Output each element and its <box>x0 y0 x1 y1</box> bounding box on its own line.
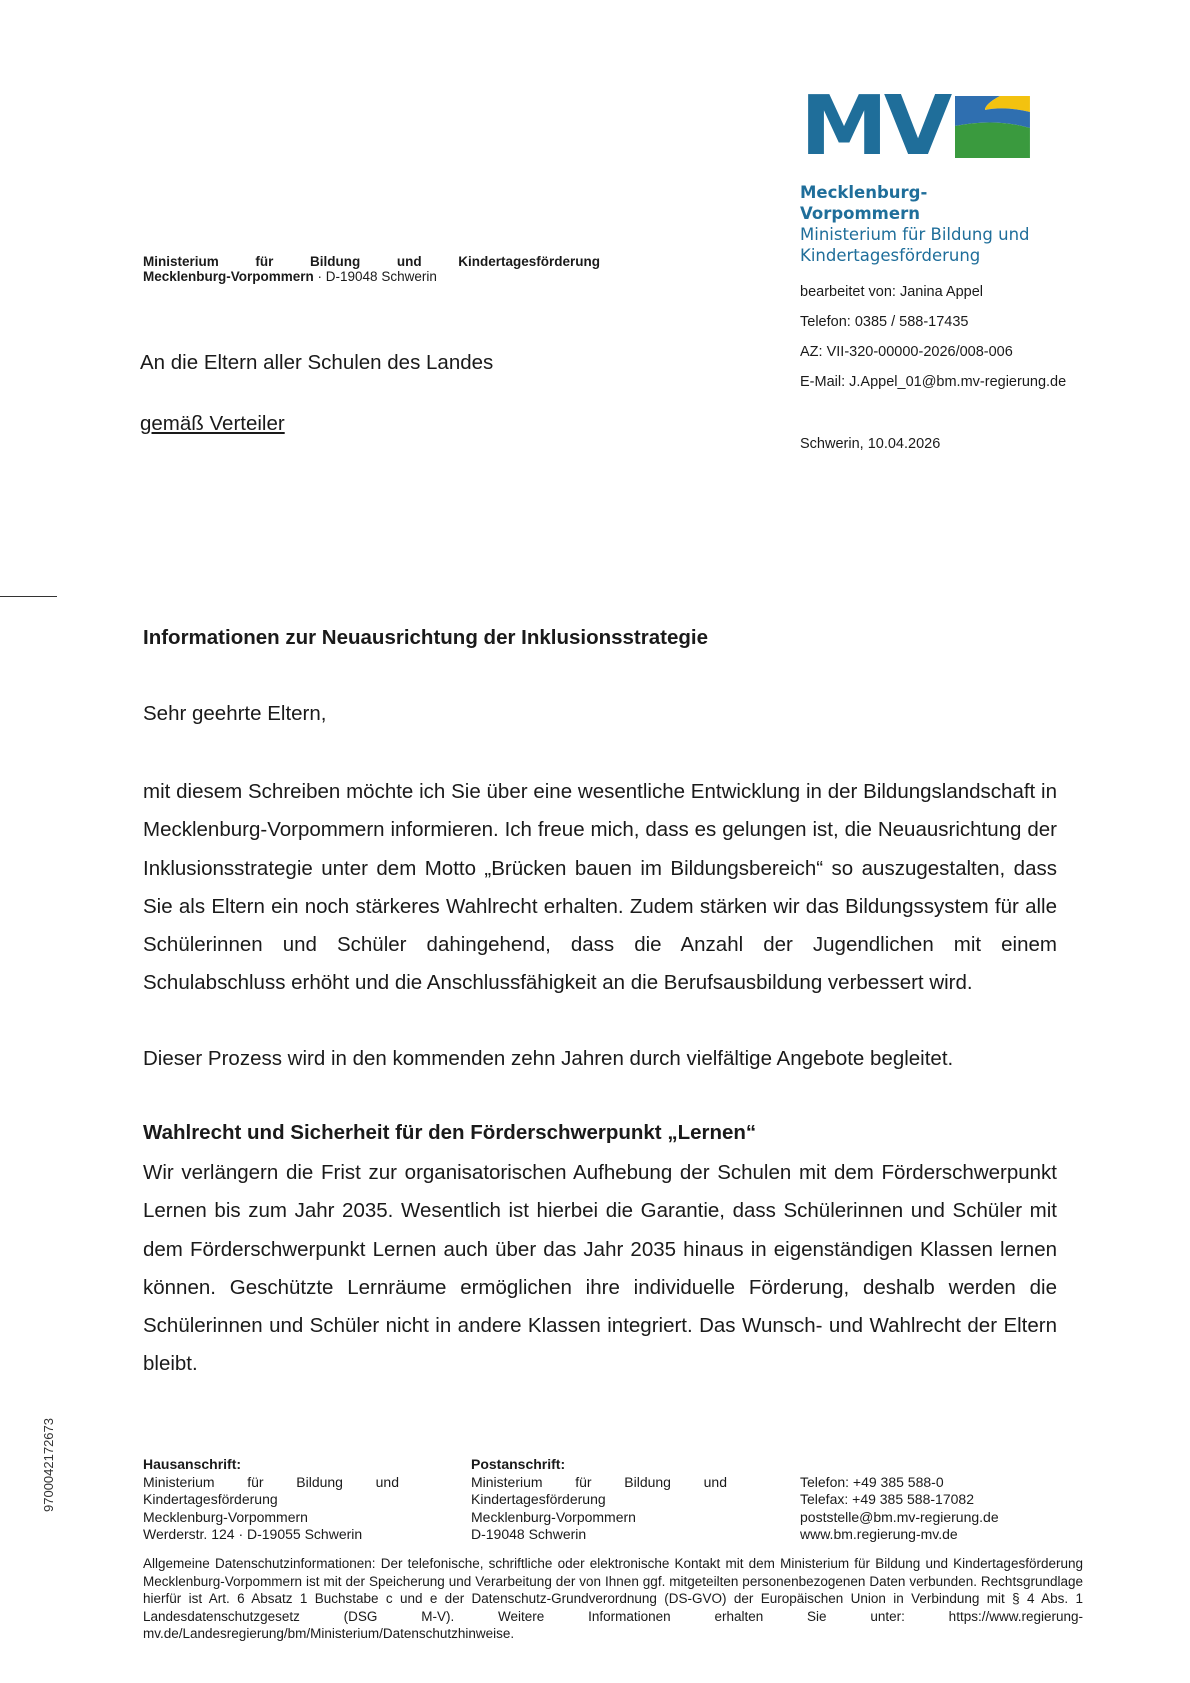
return-address-line: Mecklenburg-Vorpommern · D-19048 Schwerin <box>143 269 437 284</box>
footer-house-address <box>143 1456 399 1544</box>
logo-ministry-line: Kindertagesförderung <box>800 246 981 265</box>
paragraph: Dieser Prozess wird in den kommenden zehn Jahren durch vielfältige Angebote begleitet. <box>143 1047 954 1070</box>
letter-date: Schwerin, 10.04.2026 <box>800 436 941 452</box>
footer-line: Mecklenburg-Vorpommern <box>471 1508 636 1525</box>
footer-heading: Postanschrift: <box>471 1456 566 1472</box>
paragraph: mit diesem Schreiben möchte ich Sie über eine wesentliche Entwicklung in der Bildungslandschaft in Mecklenburg-Vorpommern informieren. Ich freue mich, dass es gelungen ist, die Neuausrichtung der Inklusionsstrategie unter dem Motto „Brücken bauen im Bildungsbereich“ so auszugestalten, dass Sie als Eltern ein noch stärkeres Wahlrecht erhalten. Zudem stärken wir das Bildungssystem für alle Schülerinnen und Schüler dahingehend, dass die Anzahl der Jugendlichen mit einem Schulabschluss erhöht und die Anschlussfähigkeit an die Berufsausbildung verbessert wird. <box>143 780 1057 995</box>
footer-postal-address <box>471 1456 727 1544</box>
salutation: Sehr geehrte Eltern, <box>143 702 327 725</box>
section-heading: Wahlrecht und Sicherheit für den Förderschwerpunkt „Lernen“ <box>143 1121 757 1144</box>
footer-fax: Telefax: +49 385 588-17082 <box>800 1491 974 1507</box>
logo-flag-icon <box>955 96 1030 158</box>
footer-line: Ministerium für Bildung und <box>471 1473 727 1490</box>
file-reference: AZ: VII-320-00000-2026/008-006 <box>800 344 1013 360</box>
editor: bearbeitet von: Janina Appel <box>800 284 983 300</box>
footer-email: poststelle@bm.mv-regierung.de <box>800 1508 999 1525</box>
ministry-logo <box>800 79 1030 266</box>
footer-line: D-19048 Schwerin <box>471 1526 587 1542</box>
logo-letters: MV <box>800 79 949 174</box>
footer-line: Kindertagesförderung <box>471 1491 606 1507</box>
footer-line: Mecklenburg-Vorpommern <box>143 1508 308 1525</box>
fold-mark <box>0 596 57 597</box>
footer-phone: Telefon: +49 385 588-0 <box>800 1473 944 1490</box>
return-address <box>143 254 600 284</box>
footer-line: Kindertagesförderung <box>143 1491 278 1507</box>
return-address-line: Ministerium für Bildung und Kindertagesförderung <box>143 254 600 269</box>
privacy-notice: Allgemeine Datenschutzinformationen: Der telefonische, schriftliche oder elektronische Kontakt mit dem Ministerium für Bildung und Kindertagesförderung Mecklenburg-Vorpommern ist mit der Speicherung und Verarbeitung der von Ihnen ggf. mitgeteilten personenbezogenen Daten verbunden. Rechtsgrundlage hierfür ist Art. 6 Absatz 1 Buchstabe c und e der Datenschutz-Grundverordnung (DS-GVO) der Europäischen Union in Verbindung mit § 4 Abs. 1 Landesdatenschutzgesetz (DSG M-V). Weitere Informationen erhalten Sie unter: https://www.regierung-mv.de/Landesregierung/bm/Ministerium/Datenschutzhinweise. <box>143 1556 1083 1641</box>
phone: Telefon: 0385 / 588-17435 <box>800 314 969 330</box>
footer-website: www.bm.regierung-mv.de <box>800 1526 958 1542</box>
letter-subject: Informationen zur Neuausrichtung der Inklusionsstrategie <box>143 626 708 649</box>
logo-state-name: Mecklenburg-Vorpommern <box>800 183 928 223</box>
footer-heading: Hausanschrift: <box>143 1456 242 1472</box>
paragraph: Wir verlängern die Frist zur organisatorischen Aufhebung der Schulen mit dem Förderschwerpunkt Lernen bis zum Jahr 2035. Wesentlich ist hierbei die Garantie, dass Schülerinnen und Schüler mit dem Förderschwerpunkt Lernen auch über das Jahr 2035 hinaus in eigenständigen Klassen lernen können. Geschützte Lernräume ermöglichen ihre individuelle Förderung, deshalb werden die Schülerinnen und Schüler nicht in andere Klassen integriert. Das Wunsch- und Wahlrecht der Eltern bleibt. <box>143 1161 1057 1376</box>
footer-line: Werderstr. 124 · D-19055 Schwerin <box>143 1526 363 1542</box>
logo-ministry-line: Ministerium für Bildung und <box>800 225 1030 244</box>
email: E-Mail: J.Appel_01@bm.mv-regierung.de <box>800 374 1067 390</box>
footer-contact <box>800 1456 1060 1544</box>
side-reference-number: 9700042172673 <box>41 1418 56 1512</box>
distribution-note: gemäß Verteiler <box>140 412 285 435</box>
recipient: An die Eltern aller Schulen des Landes <box>140 351 494 374</box>
footer-line: Ministerium für Bildung und <box>143 1473 399 1490</box>
contact-block <box>800 284 1066 404</box>
